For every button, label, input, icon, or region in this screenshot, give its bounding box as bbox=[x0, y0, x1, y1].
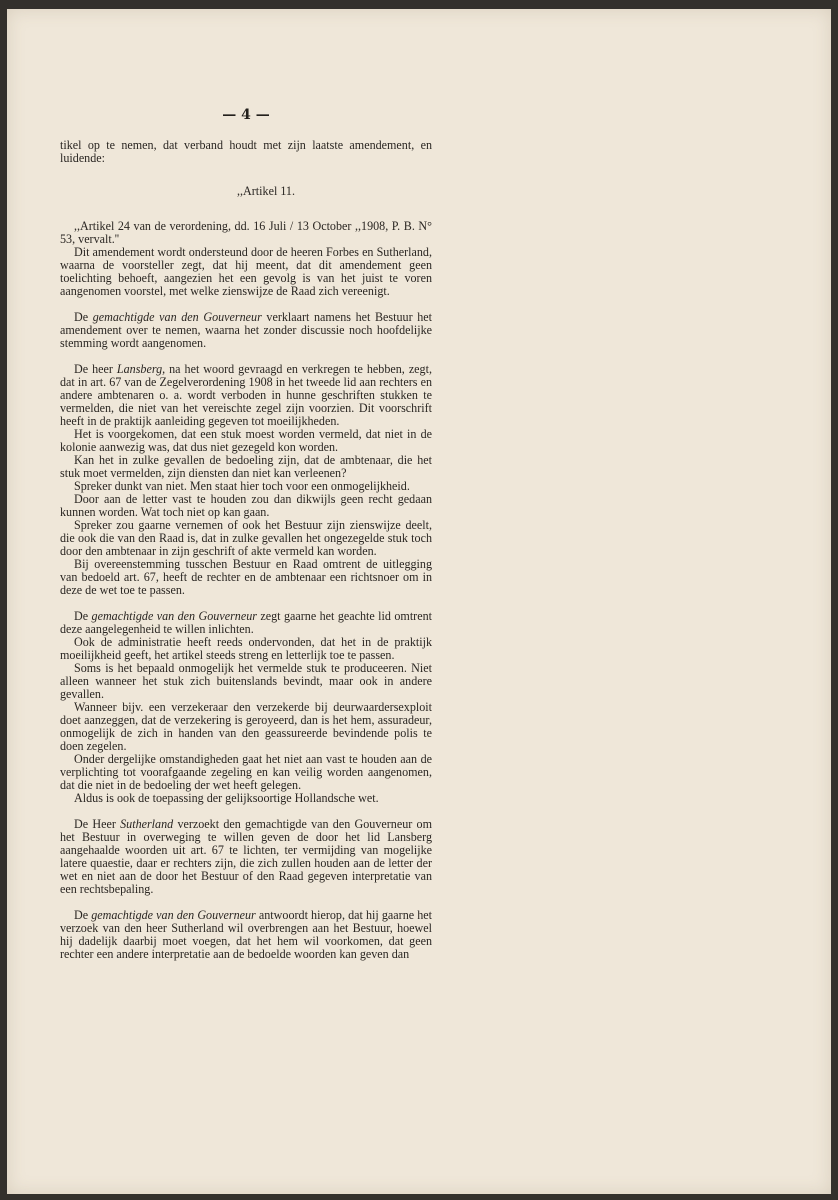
paragraph bbox=[60, 792, 432, 805]
text-run: Spreker zou gaarne vernemen of ook het Bestuur zijn zienswijze deelt, die ook die van den Raad is, dat in zulke gevallen het ongezegelde stuk toch door den ambtenaar in zijn geschrift of akte vermeld kan worden. bbox=[60, 518, 432, 558]
paragraph bbox=[60, 454, 432, 480]
paragraph bbox=[60, 909, 432, 961]
paragraph bbox=[60, 701, 432, 753]
paragraph bbox=[60, 493, 432, 519]
text-run: Dit amendement wordt ondersteund door de heeren Forbes en Sutherland, waarna de voorsteller zegt, dat hij meent, dat dit amendement geen toelichting behoeft, aangezien het een gevolg is van het juist te voren aangenomen voorstel, met welke zienswijze de Raad zich vereenigt. bbox=[60, 245, 432, 298]
document-body bbox=[60, 139, 432, 961]
italic-name: gemachtigde van den Gouverneur bbox=[91, 609, 257, 623]
text-run: De Heer bbox=[74, 817, 121, 831]
text-run: Door aan de letter vast te houden zou dan dikwijls geen recht gedaan kunnen worden. Wat toch niet op kan gaan. bbox=[60, 492, 432, 519]
text-run: Spreker dunkt van niet. Men staat hier toch voor een onmogelijkheid. bbox=[74, 479, 410, 493]
text-run: De bbox=[74, 908, 92, 922]
paragraph bbox=[60, 428, 432, 454]
paragraph bbox=[60, 818, 432, 896]
text-run: De bbox=[74, 310, 93, 324]
text-run: zegt gaarne het geachte lid omtrent deze aangelegenheid te willen inlichten. bbox=[60, 609, 432, 636]
paragraph bbox=[60, 139, 432, 165]
text-run: Kan het in zulke gevallen de bedoeling zijn, dat de ambtenaar, die het stuk moet vermelden, zijn diensten dan niet kan verleenen? bbox=[60, 453, 432, 480]
text-run: Bij overeenstemming tusschen Bestuur en Raad omtrent de uitlegging van bedoeld art. 67, heeft de rechter en de ambtenaar een richtsnoer om in deze de wet toe te passen. bbox=[60, 557, 432, 597]
paragraph bbox=[60, 311, 432, 350]
text-run: Aldus is ook de toepassing der gelijksoortige Hollandsche wet. bbox=[74, 791, 379, 805]
paragraph bbox=[60, 220, 432, 246]
text-run: ,,Artikel 24 van de verordening, dd. 16 Juli / 13 October ,,1908, P. B. N° 53, vervalt.'' bbox=[60, 219, 432, 246]
text-run: De bbox=[74, 609, 92, 623]
paragraph bbox=[60, 636, 432, 662]
text-run: verklaart namens het Bestuur het amendement over te nemen, waarna het zonder discussie noch hoofdelijke stemming wordt aangenomen. bbox=[60, 310, 433, 350]
paragraph bbox=[60, 558, 432, 597]
page-number: — 4 — bbox=[222, 107, 270, 123]
italic-name: Sutherland bbox=[120, 817, 174, 831]
paragraph bbox=[60, 363, 432, 428]
text-run: ,,Artikel 11. bbox=[237, 184, 295, 198]
italic-name: gemachtigde van den Gouverneur bbox=[91, 908, 256, 922]
italic-name: Lansberg, bbox=[116, 362, 166, 376]
paragraph bbox=[60, 610, 432, 636]
text-run: antwoordt hierop, dat hij gaarne het verzoek van den heer Sutherland wil overbrengen aan het Bestuur, hoewel hij dadelijk daarbij moet voegen, dat het hem wil voorkomen, dat geen rechter een andere interpretatie aan de bedoelde woorden kan geven dan bbox=[60, 908, 433, 961]
text-run: Soms is het bepaald onmogelijk het vermelde stuk te produceeren. Niet alleen wanneer het stuk zich buitenslands bevindt, maar ook in andere gevallen. bbox=[60, 661, 432, 701]
text-run: tikel op te nemen, dat verband houdt met zijn laatste amendement, en luidende: bbox=[60, 138, 432, 165]
document-page bbox=[7, 9, 831, 1194]
italic-name: gemachtigde van den Gouverneur bbox=[92, 310, 262, 324]
paragraph bbox=[60, 662, 432, 701]
paragraph bbox=[60, 519, 432, 558]
text-run: Ook de administratie heeft reeds ondervonden, dat het in de praktijk moeilijkheid geeft, het artikel steeds streng en letterlijk toe te passen. bbox=[60, 635, 432, 662]
text-run: De heer bbox=[74, 362, 117, 376]
text-run: Het is voorgekomen, dat een stuk moest worden vermeld, dat niet in de kolonie aanwezig was, dat dus niet gezegeld kon worden. bbox=[60, 427, 432, 454]
article-heading bbox=[60, 185, 432, 198]
text-run: Wanneer bijv. een verzekeraar den verzekerde bij deurwaardersexploit doet aanzeggen, dat de verzekering is geroyeerd, dan is het hem, assuradeur, onmogelijk de zich in handen van den geassureerde bevindende polis te doen zegelen. bbox=[60, 700, 432, 753]
text-run: verzoekt den gemachtigde van den Gouverneur om het Bestuur in overweging te willen geven de door het lid Lansberg aangehaalde woorden uit art. 67 te lichten, ter vermijding van mogelijke latere quaestie, daar er rechters zijn, die zich zullen houden aan de letter der wet en niet aan de door het Bestuur of den Raad gegeven interpretatie van een rechtsbepaling. bbox=[60, 817, 432, 896]
paragraph bbox=[60, 753, 432, 792]
text-run: na het woord gevraagd en verkregen te hebben, zegt, dat in art. 67 van de Zegelverordening 1908 in het tweede lid aan rechters en andere ambtenaren o. a. wordt verboden in hunne geschriften stukken te vermelden, die niet van het vereischte zegel zijn voorzien. Dit voorschrift heeft in de praktijk aanleiding gegeven tot moeilijkheden. bbox=[60, 362, 432, 428]
text-run: Onder dergelijke omstandigheden gaat het niet aan vast te houden aan de verplichting tot voorafgaande zegeling en kan veilig worden aangenomen, dat die niet in de bedoeling der wet heeft gelegen. bbox=[60, 752, 432, 792]
paragraph bbox=[60, 246, 432, 298]
